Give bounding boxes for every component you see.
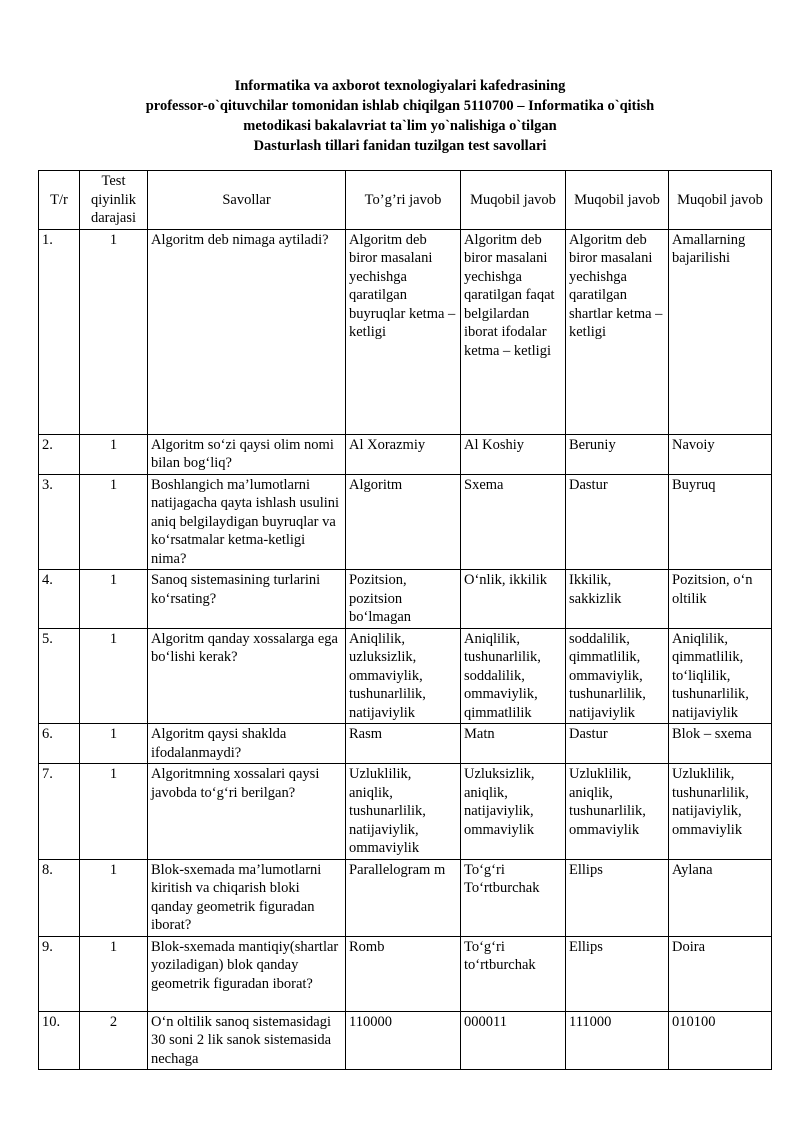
row-difficulty: 1	[80, 859, 148, 936]
row-alternative-1: To‘g‘ri to‘rtburchak	[461, 936, 566, 1011]
row-number: 5.	[39, 628, 80, 724]
row-alternative-2: soddalilik, qimmatlilik, ommaviylik, tushunarlilik, natijaviylik	[566, 628, 669, 724]
header-correct-answer: To’g’ri javob	[346, 171, 461, 230]
row-difficulty: 1	[80, 724, 148, 764]
table-row	[39, 229, 772, 434]
row-question: Algoritmning xossalari qaysi javobda to‘g‘ri berilgan?	[148, 764, 346, 860]
row-alternative-1: Algoritm deb biror masalani yechishga qaratilgan faqat belgilardan iborat ifodalar ketma – ketligi	[461, 229, 566, 434]
row-alternative-3: 010100	[669, 1011, 772, 1070]
row-alternative-3: Aylana	[669, 859, 772, 936]
row-alternative-2: Ellips	[566, 936, 669, 1011]
table-row	[39, 724, 772, 764]
row-correct-answer: Algoritm	[346, 474, 461, 570]
row-number: 1.	[39, 229, 80, 434]
row-alternative-3: Aniqlilik, qimmatlilik, to‘liqlilik, tushunarlilik, natijaviylik	[669, 628, 772, 724]
row-alternative-1: Aniqlilik, tushunarlilik, soddalilik, ommaviylik, qimmatlilik	[461, 628, 566, 724]
row-alternative-2: Ikkilik, sakkizlik	[566, 570, 669, 629]
header-number: T/r	[39, 171, 80, 230]
row-alternative-3: Doira	[669, 936, 772, 1011]
row-number: 8.	[39, 859, 80, 936]
row-alternative-3: Buyruq	[669, 474, 772, 570]
test-questions-table	[38, 170, 772, 1070]
row-correct-answer: Romb	[346, 936, 461, 1011]
table-row	[39, 936, 772, 1011]
table-row	[39, 764, 772, 860]
row-correct-answer: Rasm	[346, 724, 461, 764]
row-alternative-2: Uzluklilik, aniqlik, tushunarlilik, ommaviylik	[566, 764, 669, 860]
row-correct-answer: Pozitsion, pozitsion bo‘lmagan	[346, 570, 461, 629]
row-question: O‘n oltilik sanoq sistemasidagi 30 soni 2 lik sanok sistemasida nechaga	[148, 1011, 346, 1070]
row-difficulty: 1	[80, 936, 148, 1011]
row-alternative-3: Navoiy	[669, 434, 772, 474]
row-difficulty: 1	[80, 474, 148, 570]
document-heading	[0, 76, 800, 156]
heading-line-1: Informatika va axborot texnologiyalari kafedrasining	[234, 78, 566, 94]
row-alternative-1: 000011	[461, 1011, 566, 1070]
header-alternative-2: Muqobil javob	[566, 171, 669, 230]
table-row	[39, 474, 772, 570]
header-alternative-1: Muqobil javob	[461, 171, 566, 230]
heading-line-4: Dasturlash tillari fanidan tuzilgan test savollari	[253, 138, 547, 154]
row-difficulty: 1	[80, 764, 148, 860]
table-row	[39, 859, 772, 936]
row-number: 2.	[39, 434, 80, 474]
row-question: Algoritm qanday xossalarga ega bo‘lishi kerak?	[148, 628, 346, 724]
heading-line-2: professor-o`qituvchilar tomonidan ishlab chiqilgan 5110700 – Informatika o`qitish	[145, 98, 655, 114]
row-difficulty: 1	[80, 570, 148, 629]
row-correct-answer: Parallelogram m	[346, 859, 461, 936]
table-row	[39, 570, 772, 629]
row-alternative-2: Beruniy	[566, 434, 669, 474]
row-difficulty: 2	[80, 1011, 148, 1070]
row-number: 3.	[39, 474, 80, 570]
heading-line-3: metodikasi bakalavriat ta`lim yo`nalishiga o`tilgan	[243, 118, 557, 134]
row-alternative-3: Pozitsion, o‘n oltilik	[669, 570, 772, 629]
row-correct-answer: Al Xorazmiy	[346, 434, 461, 474]
row-question: Sanoq sistemasining turlarini ko‘rsating?	[148, 570, 346, 629]
table-row	[39, 628, 772, 724]
row-difficulty: 1	[80, 628, 148, 724]
table-header-row	[39, 171, 772, 230]
row-alternative-1: Al Koshiy	[461, 434, 566, 474]
row-question: Algoritm deb nimaga aytiladi?	[148, 229, 346, 434]
row-number: 4.	[39, 570, 80, 629]
row-question: Boshlangich ma’lumotlarni natijagacha qayta ishlash usulini aniq belgilaydigan buyruqlar va ko‘rsatmalar ketma-ketligi nima?	[148, 474, 346, 570]
row-alternative-1: Matn	[461, 724, 566, 764]
row-difficulty: 1	[80, 434, 148, 474]
row-alternative-1: O‘nlik, ikkilik	[461, 570, 566, 629]
row-correct-answer: Algoritm deb biror masalani yechishga qaratilgan buyruqlar ketma – ketligi	[346, 229, 461, 434]
row-alternative-1: Uzluksizlik, aniqlik, natijaviylik, ommaviylik	[461, 764, 566, 860]
table-row	[39, 434, 772, 474]
row-alternative-2: Dastur	[566, 474, 669, 570]
row-alternative-2: Ellips	[566, 859, 669, 936]
row-number: 9.	[39, 936, 80, 1011]
row-alternative-2: Algoritm deb biror masalani yechishga qaratilgan shartlar ketma – ketligi	[566, 229, 669, 434]
row-number: 7.	[39, 764, 80, 860]
header-alternative-3: Muqobil javob	[669, 171, 772, 230]
row-alternative-1: To‘g‘ri To‘rtburchak	[461, 859, 566, 936]
row-correct-answer: 110000	[346, 1011, 461, 1070]
row-question: Blok-sxemada mantiqiy(shartlar yoziladigan) blok qanday geometrik figuradan iborat?	[148, 936, 346, 1011]
row-alternative-3: Uzluklilik, tushunarlilik, natijaviylik, ommaviylik	[669, 764, 772, 860]
row-difficulty: 1	[80, 229, 148, 434]
row-question: Algoritm so‘zi qaysi olim nomi bilan bog‘liq?	[148, 434, 346, 474]
row-alternative-3: Blok – sxema	[669, 724, 772, 764]
row-correct-answer: Aniqlilik, uzluksizlik, ommaviylik, tushunarlilik, natijaviylik	[346, 628, 461, 724]
row-number: 10.	[39, 1011, 80, 1070]
row-number: 6.	[39, 724, 80, 764]
row-correct-answer: Uzluklilik, aniqlik, tushunarlilik, natijaviylik, ommaviylik	[346, 764, 461, 860]
row-alternative-3: Amallarning bajarilishi	[669, 229, 772, 434]
row-alternative-2: 111000	[566, 1011, 669, 1070]
header-question: Savollar	[148, 171, 346, 230]
row-question: Algoritm qaysi shaklda ifodalanmaydi?	[148, 724, 346, 764]
header-difficulty: Test qiyinlik darajasi	[80, 171, 148, 230]
row-alternative-1: Sxema	[461, 474, 566, 570]
row-alternative-2: Dastur	[566, 724, 669, 764]
row-question: Blok-sxemada ma’lumotlarni kiritish va chiqarish bloki qanday geometrik figuradan iborat?	[148, 859, 346, 936]
table-row	[39, 1011, 772, 1070]
